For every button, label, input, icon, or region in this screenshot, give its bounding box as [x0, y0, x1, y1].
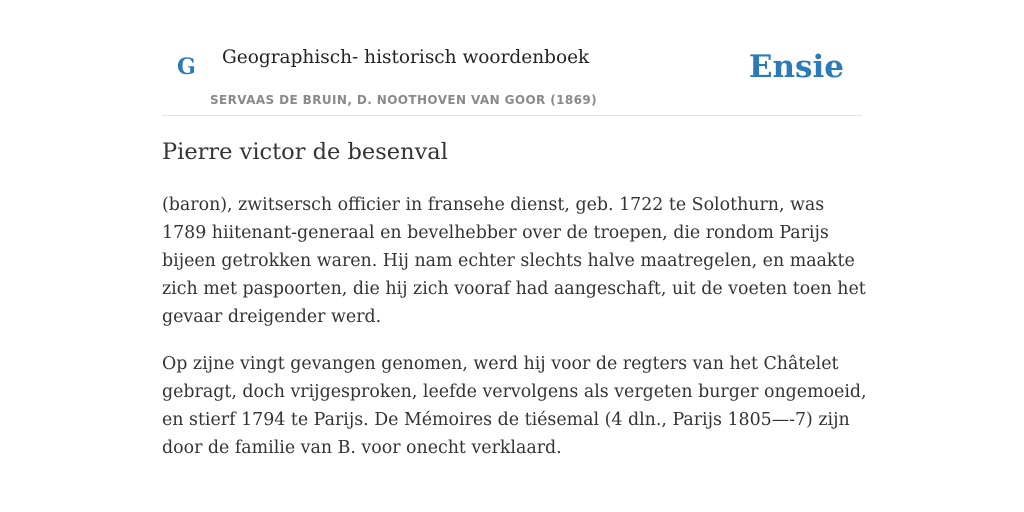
entry-paragraph-1: (baron), zwitsersch officier in fransehe dienst, geb. 1722 te Solothurn, was 1789 hiitenant-generaal en bevelhebber over de troepen, die rondom Parijs bijeen getrokken waren. Hij nam echter slechts halve maatregelen, en maakte zich met paspoorten, die hij zich vooraf had aangeschaft, uit de voeten toen het gevaar dreigender werd. [162, 195, 866, 327]
book-logo-icon[interactable]: G [177, 54, 196, 80]
entry-body [162, 191, 867, 481]
book-title-link[interactable]: Geographisch- historisch woordenboek [222, 47, 590, 68]
book-authors: SERVAAS DE BRUIN, D. NOOTHOVEN VAN GOOR (1869) [210, 93, 598, 107]
entry-paragraph-2: Op zijne vingt gevangen genomen, werd hij voor de regters van het Châtelet gebragt, doch vrijgesproken, leefde vervolgens als vergeten burger ongemoeid, en stierf 1794 te Parijs. De Mémoires de tiésemal (4 dln., Parijs 1805—-7) zijn door de familie van B. voor onecht verklaard. [162, 354, 867, 458]
book-header [162, 36, 862, 116]
ensie-logo[interactable]: Ensie [748, 49, 844, 85]
entry-title: Pierre victor de besenval [162, 139, 448, 165]
